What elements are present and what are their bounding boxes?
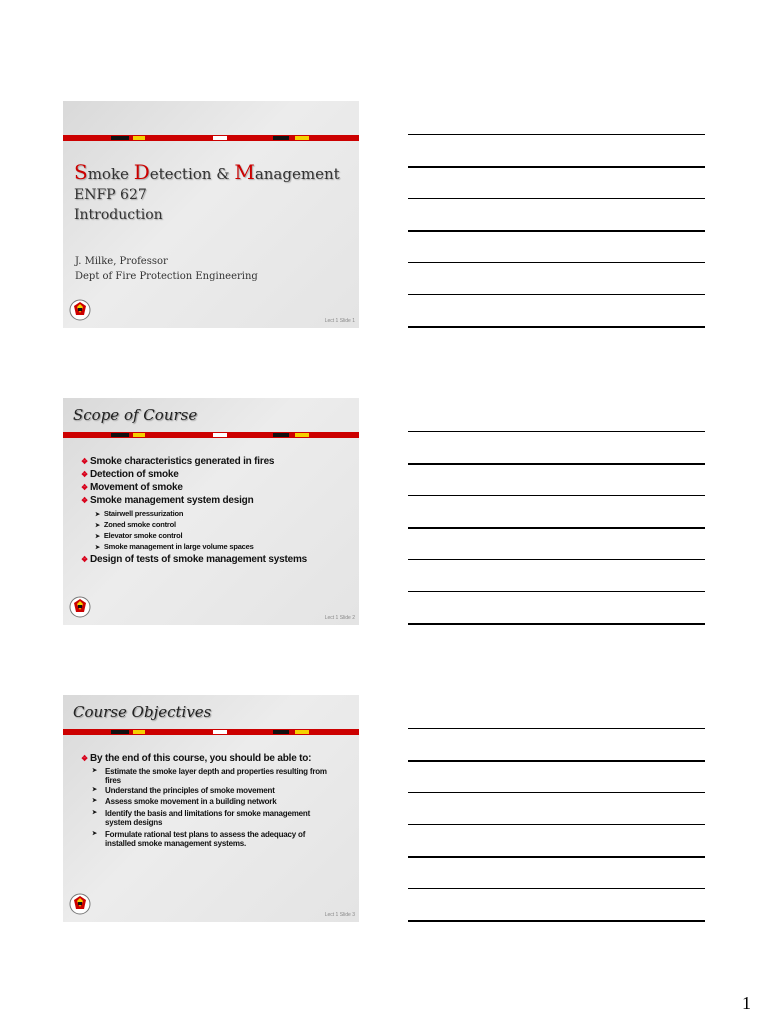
maryland-stripe bbox=[63, 432, 359, 438]
objective-item: ➤ Identify the basis and limitations for smoke management system designs bbox=[92, 809, 311, 827]
objective-item: ➤ Assess smoke movement in a building network bbox=[92, 797, 277, 806]
bullet-item: ❖ Movement of smoke bbox=[81, 482, 183, 493]
note-line bbox=[408, 431, 705, 432]
note-line bbox=[408, 262, 705, 263]
slide-3 bbox=[63, 695, 359, 922]
slide-footer: Lect 1 Slide 2 bbox=[324, 615, 355, 621]
slide-footer: Lect 1 Slide 1 bbox=[324, 318, 355, 324]
maryland-stripe bbox=[63, 729, 359, 735]
sub-bullet-item: ➤ Stairwell pressurization bbox=[95, 509, 184, 518]
note-line bbox=[408, 463, 705, 465]
university-seal-icon bbox=[69, 299, 91, 321]
slide-title: Scope of Course bbox=[73, 406, 198, 424]
slide-title: Course Objectives bbox=[73, 703, 212, 721]
note-line bbox=[408, 198, 705, 199]
objective-item: ➤ Formulate rational test plans to assess the adequacy of installed smoke management systems. bbox=[92, 830, 306, 848]
note-line bbox=[408, 920, 705, 922]
sub-bullet-item: ➤ Smoke management in large volume spaces bbox=[95, 542, 254, 551]
slide-2 bbox=[63, 398, 359, 625]
note-line bbox=[408, 760, 705, 762]
course-subtitle: Introduction bbox=[74, 207, 163, 223]
sub-bullet-item: ➤ Zoned smoke control bbox=[95, 520, 176, 529]
bullet-item: ❖ By the end of this course, you should be able to: bbox=[81, 753, 312, 764]
bullet-item: ❖ Smoke management system design bbox=[81, 495, 254, 506]
note-line bbox=[408, 792, 705, 793]
note-line bbox=[408, 728, 705, 729]
university-seal-icon bbox=[69, 596, 91, 618]
course-code: ENFP 627 bbox=[74, 187, 147, 203]
bullet-item: ❖ Smoke characteristics generated in fires bbox=[81, 456, 275, 467]
note-line bbox=[408, 527, 705, 529]
objective-item: ➤ Understand the principles of smoke movement bbox=[92, 786, 275, 795]
bullet-item: ❖ Detection of smoke bbox=[81, 469, 179, 480]
note-line bbox=[408, 623, 705, 625]
objective-item: ➤ Estimate the smoke layer depth and properties resulting from fires bbox=[92, 767, 327, 785]
author-name: J. Milke, Professor bbox=[75, 256, 168, 267]
note-line bbox=[408, 824, 705, 825]
maryland-stripe bbox=[63, 135, 359, 141]
note-line bbox=[408, 495, 705, 496]
department: Dept of Fire Protection Engineering bbox=[75, 271, 258, 282]
note-line bbox=[408, 888, 705, 889]
note-line bbox=[408, 294, 705, 295]
sub-bullet-item: ➤ Elevator smoke control bbox=[95, 531, 183, 540]
note-line bbox=[408, 856, 705, 858]
slide-footer: Lect 1 Slide 3 bbox=[324, 912, 355, 918]
page-number: 1 bbox=[742, 993, 751, 1013]
bullet-item: ❖ Design of tests of smoke management systems bbox=[81, 554, 308, 565]
slide-1 bbox=[63, 101, 359, 328]
note-line bbox=[408, 166, 705, 168]
note-line bbox=[408, 134, 705, 135]
note-line bbox=[408, 559, 705, 560]
note-line bbox=[408, 230, 705, 232]
university-seal-icon bbox=[69, 893, 91, 915]
note-line bbox=[408, 326, 705, 328]
note-line bbox=[408, 591, 705, 592]
slide-title: Smoke Detection & Management bbox=[74, 160, 340, 184]
